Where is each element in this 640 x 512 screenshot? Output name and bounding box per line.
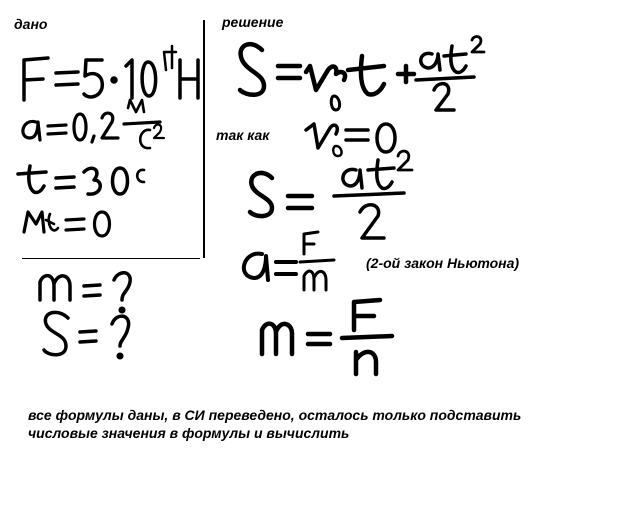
conclusion-line-1: все формулы даны, в СИ переведено, осталось только подставить <box>28 407 522 423</box>
distance-general-formula <box>240 37 484 110</box>
given-initial-speed-formula <box>24 212 110 236</box>
newton-law-formula <box>244 232 334 290</box>
newton-law-label: (2-ой закон Ньютона) <box>366 255 520 271</box>
solution-heading: решение <box>222 14 284 30</box>
unknown-distance-formula <box>44 312 129 357</box>
conclusion-note <box>28 406 628 442</box>
since-label: так как <box>216 127 270 143</box>
given-heading: дано <box>14 16 48 32</box>
conclusion-line-2: числовые значения в формулы и вычислить <box>28 425 350 441</box>
mass-formula <box>262 300 392 374</box>
given-force-formula <box>24 46 198 100</box>
solution-initial-speed-formula <box>306 124 395 156</box>
given-acceleration-formula <box>23 100 164 148</box>
unknown-mass-formula <box>40 273 130 312</box>
distance-simplified-formula <box>250 151 412 238</box>
given-time-formula <box>18 166 144 194</box>
